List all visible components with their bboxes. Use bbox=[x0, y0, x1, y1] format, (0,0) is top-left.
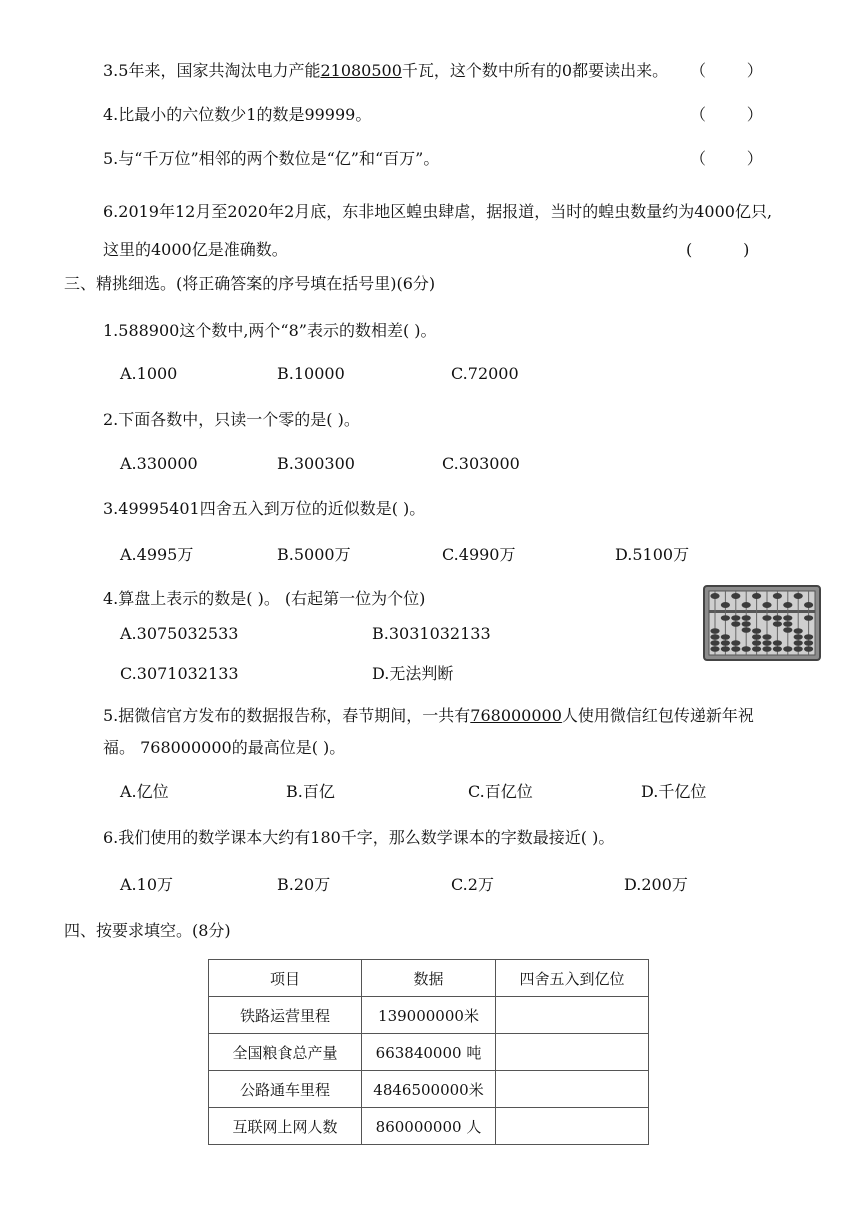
s3-q4-option-b[interactable]: B.3031032133 bbox=[372, 624, 491, 643]
table-cell: 全国粮食总产量 bbox=[209, 1034, 362, 1071]
table-cell: 互联网上网人数 bbox=[209, 1108, 362, 1145]
s3-q5-pre: 5.据微信官方发布的数据报告称，春节期间，一共有 bbox=[103, 706, 471, 725]
table-row bbox=[209, 1034, 649, 1071]
table-row bbox=[209, 997, 649, 1034]
answer-cell[interactable] bbox=[496, 997, 649, 1034]
judge-q6-line2: 这里的4000亿是准确数。 bbox=[103, 240, 288, 259]
s3-q2-option-b[interactable]: B.300300 bbox=[277, 454, 355, 473]
table-cell: 公路通车里程 bbox=[209, 1071, 362, 1108]
table-cell: 860000000 人 bbox=[362, 1108, 496, 1145]
s3-q1: 1.588900这个数中,两个“8”表示的数相差( )。 bbox=[103, 321, 437, 340]
s3-q2: 2.下面各数中，只读一个零的是( )。 bbox=[103, 410, 360, 429]
judge-q3-paren[interactable]: （ ） bbox=[690, 61, 763, 80]
table-cell: 4846500000米 bbox=[362, 1071, 496, 1108]
table-cell: 铁路运营里程 bbox=[209, 997, 362, 1034]
judge-q4: 4.比最小的六位数少1的数是99999。 bbox=[103, 105, 372, 124]
s3-q5-number: 768000000 bbox=[470, 706, 562, 725]
table-header: 数据 bbox=[362, 960, 496, 997]
s3-q5-line1 bbox=[103, 705, 754, 727]
judge-q3-pre: 3.5年来，国家共淘汰电力产能 bbox=[103, 61, 321, 80]
judge-q6-line1: 6.2019年12月至2020年2月底，东非地区蝗虫肆虐，据报道，当时的蝗虫数量约为4000亿只, bbox=[103, 202, 773, 221]
judge-q6-paren[interactable]: ( ) bbox=[686, 240, 750, 259]
table-cell: 663840000 吨 bbox=[362, 1034, 496, 1071]
section3-title: 三、精挑细选。(将正确答案的序号填在括号里)(6分) bbox=[64, 274, 436, 293]
s3-q3-option-c[interactable]: C.4990万 bbox=[442, 545, 516, 564]
s3-q4-option-a[interactable]: A.3075032533 bbox=[120, 624, 239, 643]
s3-q3-option-b[interactable]: B.5000万 bbox=[277, 545, 351, 564]
judge-q3 bbox=[103, 60, 668, 82]
s3-q5-option-a[interactable]: A.亿位 bbox=[120, 782, 169, 801]
s3-q6-option-a[interactable]: A.10万 bbox=[120, 875, 174, 894]
s3-q3-option-d[interactable]: D.5100万 bbox=[615, 545, 690, 564]
table-cell: 139000000米 bbox=[362, 997, 496, 1034]
s3-q6-option-b[interactable]: B.20万 bbox=[277, 875, 331, 894]
table-header-row bbox=[209, 960, 649, 997]
answer-cell[interactable] bbox=[496, 1108, 649, 1145]
s3-q5-option-d[interactable]: D.千亿位 bbox=[641, 782, 707, 801]
judge-q5-paren[interactable]: （ ） bbox=[690, 149, 763, 168]
s3-q6-option-d[interactable]: D.200万 bbox=[624, 875, 688, 894]
s3-q1-option-b[interactable]: B.10000 bbox=[277, 364, 345, 383]
s3-q5-post: 人使用微信红包传递新年祝 bbox=[561, 706, 754, 725]
s3-q6: 6.我们使用的数学课本大约有180千字，那么数学课本的字数最接近( )。 bbox=[103, 828, 615, 847]
answer-cell[interactable] bbox=[496, 1071, 649, 1108]
s3-q4-option-c[interactable]: C.3071032133 bbox=[120, 664, 239, 683]
s3-q5-option-c[interactable]: C.百亿位 bbox=[468, 782, 533, 801]
s3-q1-option-c[interactable]: C.72000 bbox=[451, 364, 519, 383]
s3-q4: 4.算盘上表示的数是( )。 (右起第一位为个位) bbox=[103, 589, 426, 608]
rounding-table bbox=[208, 959, 649, 1145]
s3-q1-option-a[interactable]: A.1000 bbox=[120, 364, 178, 383]
s3-q6-option-c[interactable]: C.2万 bbox=[451, 875, 494, 894]
s3-q5-line2: 福。 768000000的最高位是( )。 bbox=[103, 738, 346, 757]
answer-cell[interactable] bbox=[496, 1034, 649, 1071]
abacus-image bbox=[703, 585, 821, 661]
table-row bbox=[209, 1108, 649, 1145]
s3-q4-option-d[interactable]: D.无法判断 bbox=[372, 664, 454, 683]
judge-q4-paren[interactable]: （ ） bbox=[690, 105, 763, 124]
judge-q5: 5.与“千万位”相邻的两个数位是“亿”和“百万”。 bbox=[103, 149, 440, 168]
table-header: 项目 bbox=[209, 960, 362, 997]
s3-q2-option-a[interactable]: A.330000 bbox=[120, 454, 198, 473]
judge-q3-number: 21080500 bbox=[320, 61, 402, 80]
s3-q5-option-b[interactable]: B.百亿 bbox=[286, 782, 335, 801]
section4-title: 四、按要求填空。(8分) bbox=[64, 921, 231, 940]
s3-q3-option-a[interactable]: A.4995万 bbox=[120, 545, 194, 564]
s3-q2-option-c[interactable]: C.303000 bbox=[442, 454, 520, 473]
judge-q3-post: 千瓦，这个数中所有的0都要读出来。 bbox=[401, 61, 669, 80]
s3-q3: 3.49995401四舍五入到万位的近似数是( )。 bbox=[103, 499, 426, 518]
table-header: 四舍五入到亿位 bbox=[496, 960, 649, 997]
table-row bbox=[209, 1071, 649, 1108]
